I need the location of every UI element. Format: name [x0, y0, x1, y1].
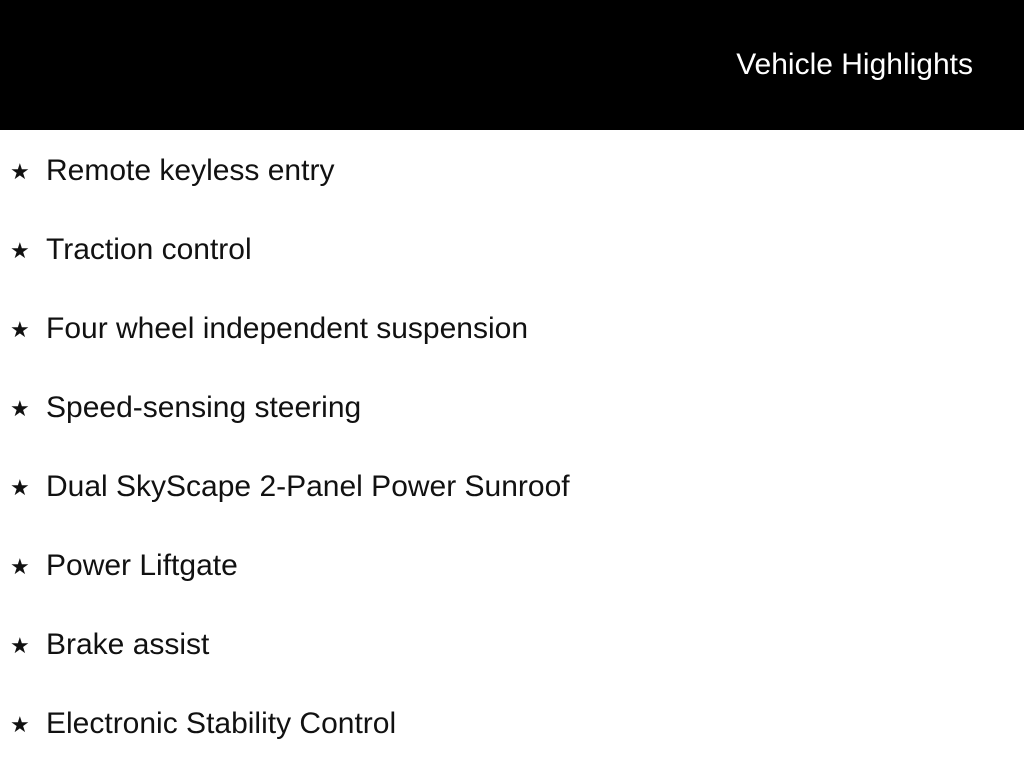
highlight-label: Dual SkyScape 2-Panel Power Sunroof	[46, 470, 570, 504]
vehicle-highlights-list	[0, 132, 1024, 764]
list-item	[0, 211, 1024, 290]
highlight-label: Traction control	[46, 233, 252, 267]
highlight-label: Brake assist	[46, 628, 210, 662]
highlight-label: Power Liftgate	[46, 549, 238, 583]
list-item	[0, 606, 1024, 685]
highlight-label: Speed-sensing steering	[46, 391, 362, 425]
star-icon: ★	[10, 237, 30, 263]
star-icon: ★	[10, 316, 30, 342]
header-bar	[0, 0, 1024, 130]
star-icon: ★	[10, 632, 30, 658]
list-item	[0, 132, 1024, 211]
star-icon: ★	[10, 474, 30, 500]
highlight-label: Electronic Stability Control	[46, 707, 397, 741]
star-icon: ★	[10, 711, 30, 737]
list-item	[0, 527, 1024, 606]
list-item	[0, 685, 1024, 764]
star-icon: ★	[10, 395, 30, 421]
highlight-label: Remote keyless entry	[46, 154, 335, 188]
list-item	[0, 290, 1024, 369]
highlight-label: Four wheel independent suspension	[46, 312, 529, 346]
list-item	[0, 448, 1024, 527]
star-icon: ★	[10, 553, 30, 579]
star-icon: ★	[10, 158, 30, 184]
page-title: Vehicle Highlights	[736, 47, 973, 81]
list-item	[0, 369, 1024, 448]
